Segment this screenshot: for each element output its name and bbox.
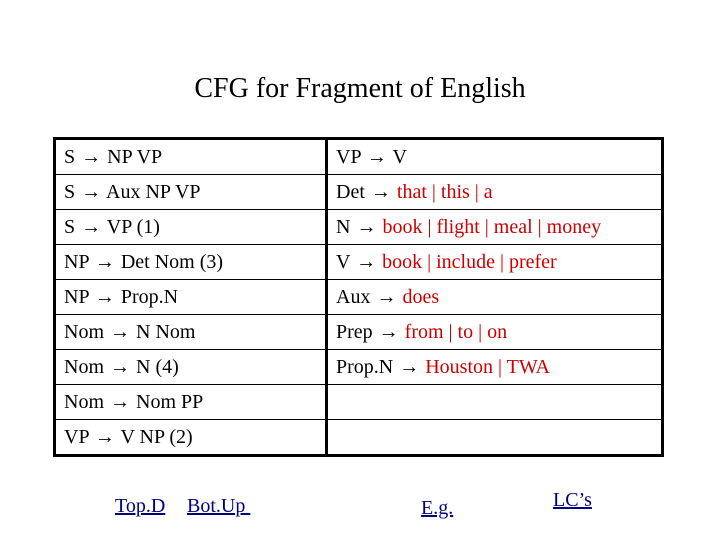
table-row	[55, 315, 663, 350]
table-row	[55, 420, 663, 456]
rule-cell-left	[55, 139, 327, 175]
rule-cell-left	[55, 385, 327, 420]
arrow-right-icon: →	[378, 321, 399, 343]
rule-cell-right	[327, 350, 663, 385]
rule-cell-left	[55, 420, 327, 456]
rule-lhs: V	[336, 251, 351, 273]
grammar-rules-table	[53, 137, 664, 457]
table-row	[55, 175, 663, 210]
rule-lhs: NP	[64, 251, 89, 273]
topdown-link[interactable]: Top.D	[115, 495, 166, 517]
rule-lhs: VP	[336, 146, 361, 168]
rule-rhs: from | to | on	[404, 321, 508, 343]
left-corner-link[interactable]: LC’s	[553, 489, 592, 511]
rule-cell-left	[55, 175, 327, 210]
rule-lhs: Nom	[64, 391, 104, 413]
rule-rhs: does	[402, 286, 440, 308]
rule-rhs: Det Nom (3)	[120, 251, 224, 273]
rule-lhs: Nom	[64, 356, 104, 378]
arrow-right-icon: →	[94, 426, 115, 448]
rule-rhs: V NP (2)	[120, 426, 193, 448]
arrow-right-icon: →	[356, 216, 377, 238]
arrow-right-icon: →	[356, 251, 377, 273]
rule-rhs: Nom PP	[136, 391, 204, 413]
arrow-right-icon: →	[81, 146, 102, 168]
rule-lhs: Aux	[336, 286, 371, 308]
rule-cell-left	[55, 350, 327, 385]
rule-lhs: S	[64, 146, 76, 168]
rule-rhs: Aux NP VP	[106, 181, 201, 203]
table-row	[55, 210, 663, 245]
rule-rhs: N (4)	[136, 356, 179, 378]
rule-lhs: S	[64, 181, 76, 203]
table-row	[55, 385, 663, 420]
rule-lhs: Prop.N	[336, 356, 394, 378]
arrow-right-icon: →	[366, 146, 387, 168]
arrow-right-icon: →	[110, 391, 130, 413]
arrow-right-icon: →	[370, 181, 391, 203]
rule-rhs: Houston | TWA	[425, 356, 550, 378]
table-row	[55, 350, 663, 385]
rule-lhs: Prep	[336, 321, 373, 343]
arrow-right-icon: →	[376, 286, 397, 308]
rule-rhs: that | this | a	[396, 181, 493, 203]
rule-cell-left	[55, 280, 327, 315]
rule-cell-right	[327, 245, 663, 280]
rule-cell-right	[327, 420, 663, 456]
arrow-right-icon: →	[110, 321, 130, 343]
rule-lhs: Nom	[64, 321, 104, 343]
slide-title: CFG for Fragment of English	[194, 73, 526, 104]
rule-cell-right	[327, 280, 663, 315]
table-row	[55, 139, 663, 175]
rule-rhs: V	[392, 146, 407, 168]
rule-lhs: VP	[64, 426, 89, 448]
rule-rhs: N Nom	[136, 321, 196, 343]
rule-lhs: S	[64, 216, 76, 238]
rule-rhs: NP VP	[107, 146, 163, 168]
bottomup-link[interactable]: Bot.Up	[187, 495, 251, 517]
arrow-right-icon: →	[94, 286, 115, 308]
table-row	[55, 280, 663, 315]
rule-rhs: book | include | prefer	[382, 251, 557, 273]
arrow-right-icon: →	[399, 356, 420, 378]
arrow-right-icon: →	[94, 251, 115, 273]
rule-rhs: VP (1)	[106, 216, 160, 238]
rule-cell-right	[327, 210, 663, 245]
arrow-right-icon: →	[81, 216, 102, 238]
rule-lhs: N	[336, 216, 351, 238]
rule-cell-right	[327, 385, 663, 420]
rule-cell-right	[327, 139, 663, 175]
rule-cell-left	[55, 245, 327, 280]
grammar-rules-body	[55, 139, 663, 456]
rule-lhs: NP	[64, 286, 89, 308]
rule-cell-left	[55, 210, 327, 245]
arrow-right-icon: →	[81, 181, 102, 203]
rule-rhs: book | flight | meal | money	[382, 216, 602, 238]
rule-cell-left	[55, 315, 327, 350]
table-row	[55, 245, 663, 280]
rule-lhs: Det	[336, 181, 365, 203]
rule-rhs: Prop.N	[120, 286, 179, 308]
rule-cell-right	[327, 175, 663, 210]
arrow-right-icon: →	[110, 356, 130, 378]
example-link[interactable]: E.g.	[421, 497, 454, 519]
rule-cell-right	[327, 315, 663, 350]
